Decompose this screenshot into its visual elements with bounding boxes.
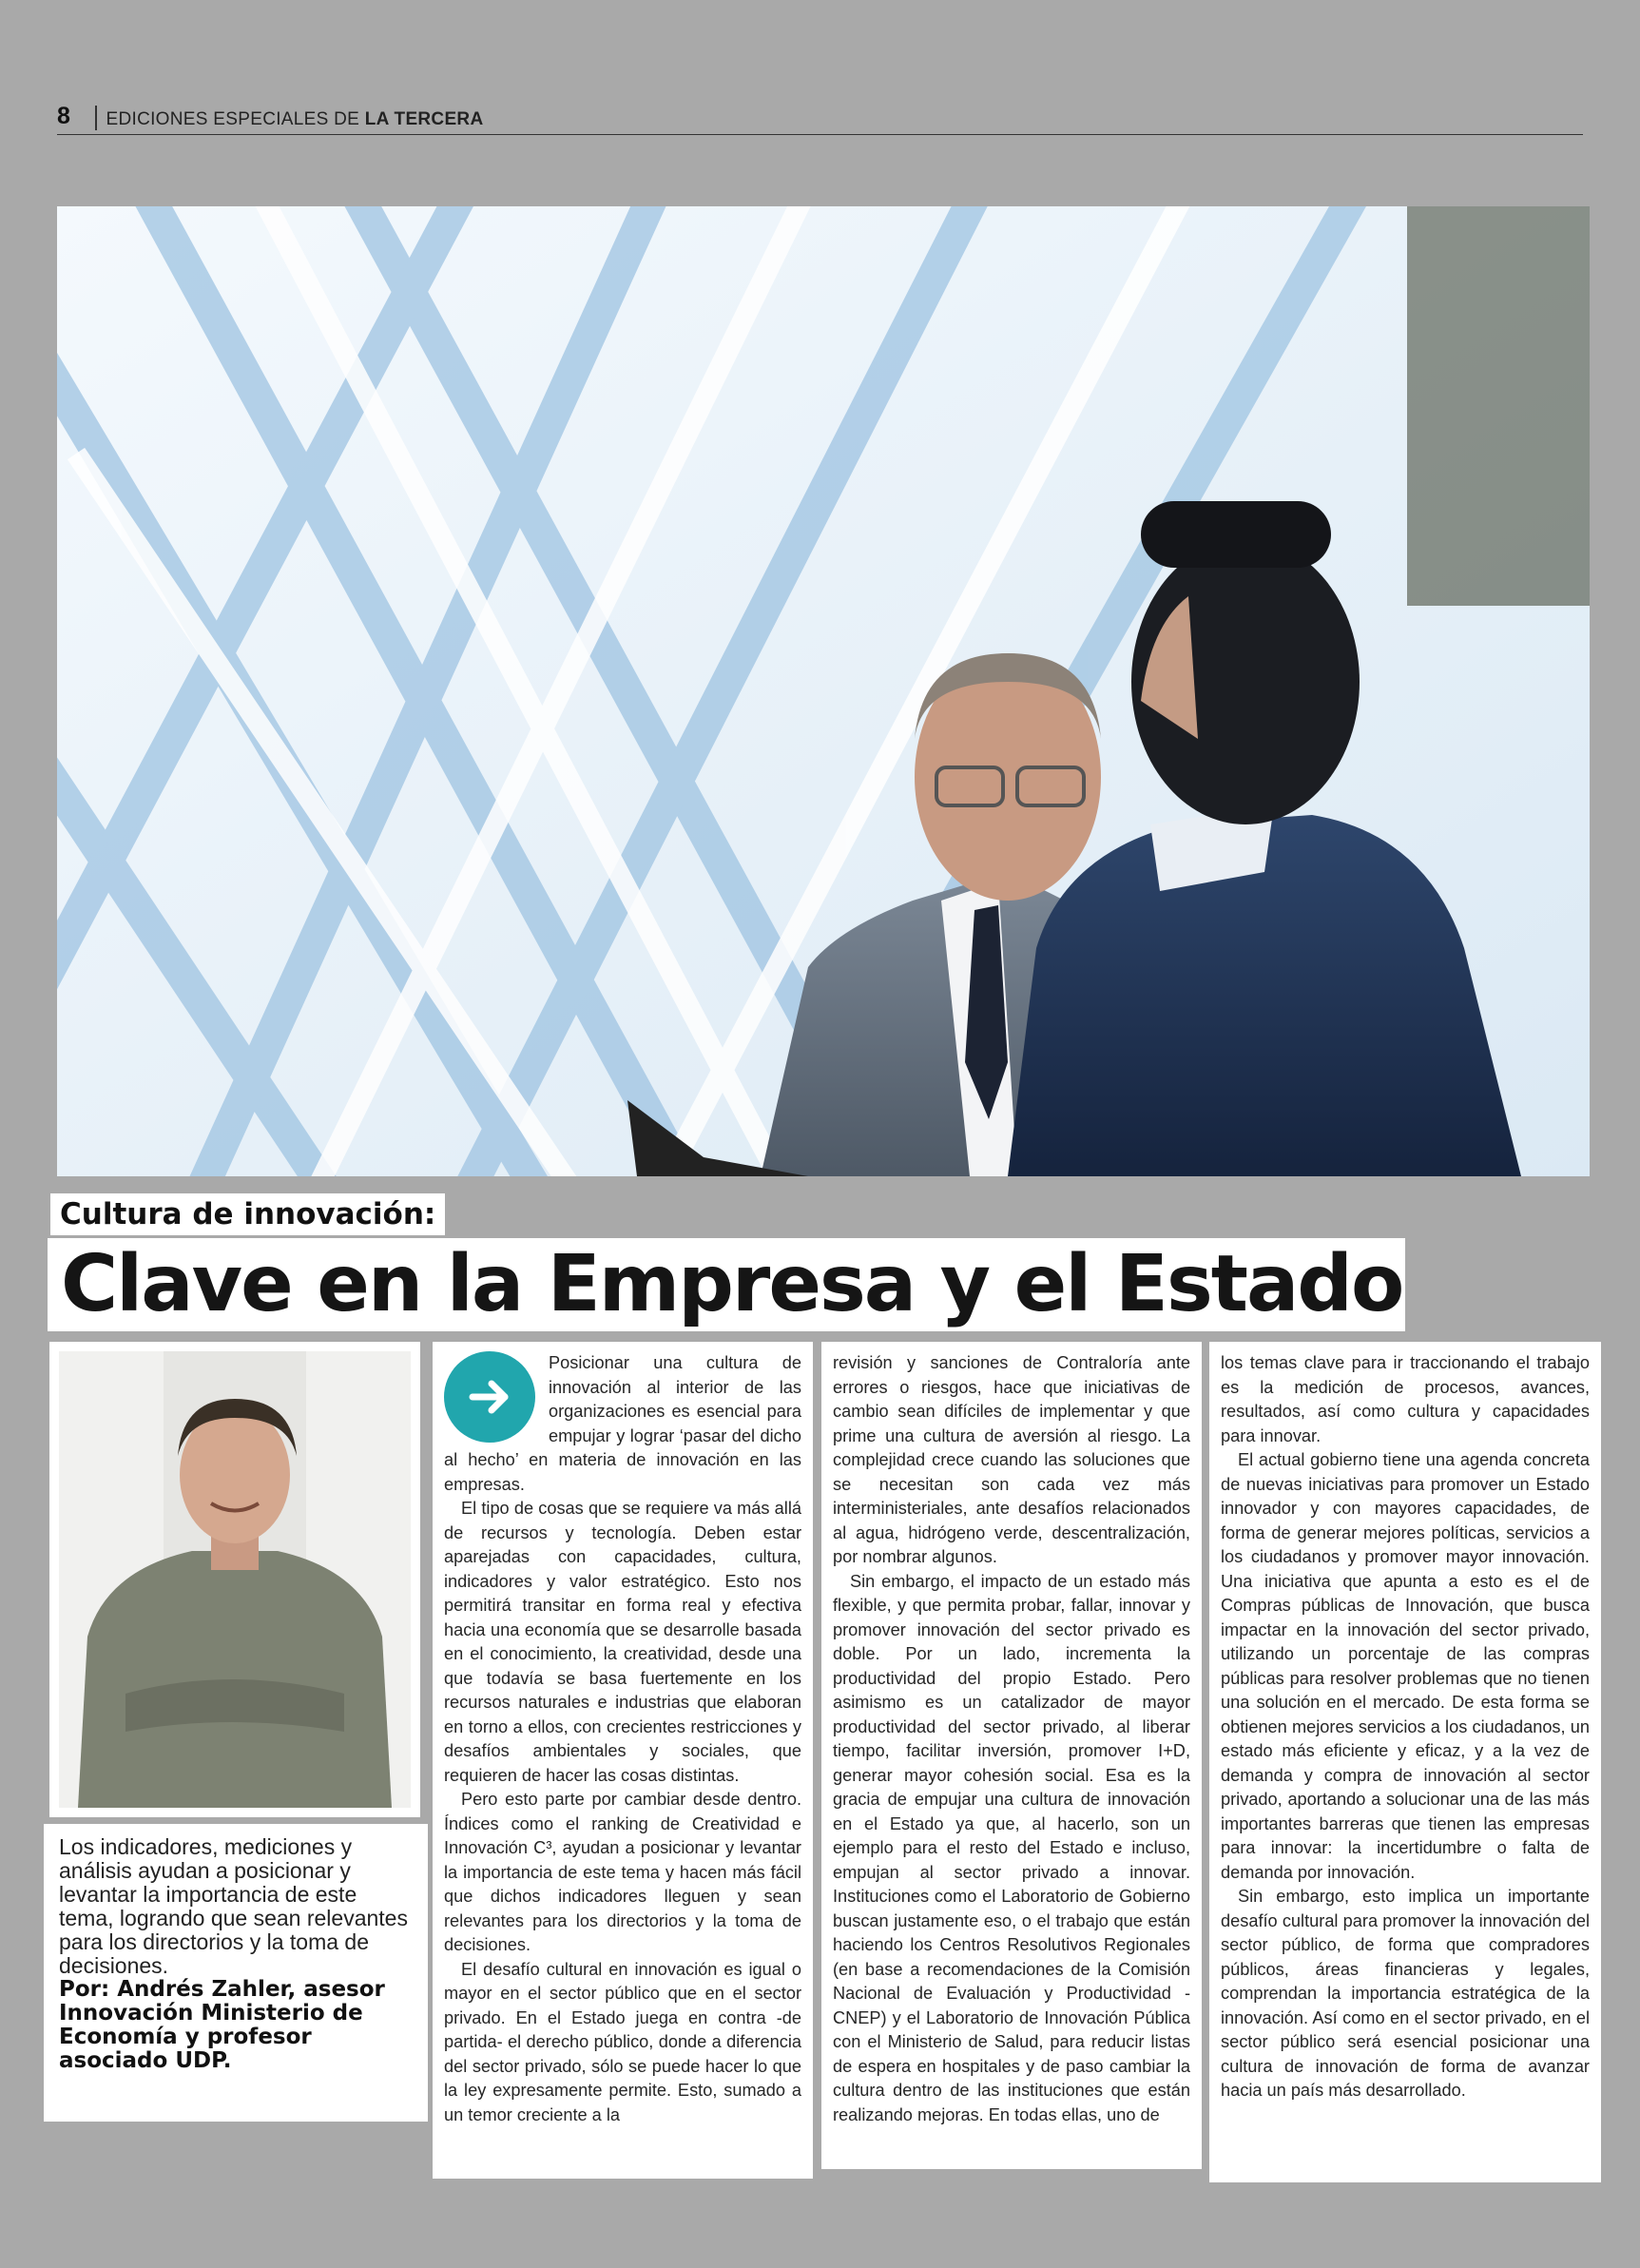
paragraph: Posicionar una cultura de innovación al interior de las organizaciones es esencial para empujar y lograr ‘pasar del dicho al hecho’ en materia de innovación en las empresas. <box>444 1353 801 1494</box>
author-credit: Por: Andrés Zahler, asesor Innovación Ministerio de Economía y profesor asociado UDP. <box>59 1977 385 2073</box>
hero-photo <box>57 206 1590 1176</box>
article-kicker: Cultura de innovación: <box>50 1193 445 1235</box>
page-number: 8 <box>57 103 70 129</box>
header-divider <box>95 106 97 130</box>
photo-caption-box <box>44 1824 428 2122</box>
paragraph: los temas clave para ir traccionando el trabajo es la medición de procesos, avances, resultados, así como cultura y capacidades para innovar. <box>1221 1353 1590 1445</box>
photo-caption: Los indicadores, mediciones y análisis ayudan a posicionar y levantar la importancia de este tema, logrando que sean relevantes para los directorios y la toma de decisiones. <box>59 1834 408 1978</box>
paragraph: El desafío cultural en innovación es igual o mayor en el sector público que en el sector privado. En el Estado juega en contra -de partida- el derecho público, donde a diferencia del sector privado, sólo se puede hacer lo que la ley expresamente permite. Esto, sumado a un temor creciente a la <box>444 1959 801 2124</box>
article-column-1 <box>433 1342 813 2179</box>
article-column-2 <box>821 1342 1202 2169</box>
page-header <box>57 105 1583 135</box>
publication-line <box>106 109 484 130</box>
paragraph: Pero esto parte por cambiar desde dentro. Índices como el ranking de Creatividad e Innovación C³, ayudan a posicionar y levantar la importancia de este tema y hacen más fácil que dichos indicadores lleguen y sean relevantes para los directorios y la toma de decisiones. <box>444 1790 801 1954</box>
paragraph: El actual gobierno tiene una agenda concreta de nuevas iniciativas para promover un Estado innovador y con mayores capacidades, de forma de generar mejores políticas, servicios a los ciudadanos y promover mayor innovación. Una iniciativa que apunta a esto es el de Compras públicas de Innovación, que busca impactar en la innovación del sector privado, utilizando un porcentaje de las compras públicas para resolver problemas que no tienen una solución en el mercado. De esta forma se obtienen mejores servicios a los ciudadanos, un estado más eficiente y eficaz, y a la vez de demanda y compra de innovación al sector privado, aportando a solucionar una de las más importantes barreras que tienen las empresas para innovar: la incertidumbre o falta de demanda por innovación. <box>1221 1450 1590 1882</box>
paragraph: Sin embargo, el impacto de un estado más flexible, y que permita probar, fallar, innovar y promover innovación del sector privado es doble. Por un lado, incrementa la productividad del propio Estado. Pero asimismo es un catalizador de mayor productividad del sector privado, al liberar tiempo, facilitar inversión, promover I+D, generar mayor cohesión social. Esa es la gracia de empujar una cultura de innovación en el Estado ya que, al hacerlo, son un ejemplo para el resto del Estado e incluso, empujan al sector privado a innovar. Instituciones como el Laboratorio de Gobierno buscan justamente eso, o el trabajo que están haciendo los Centros Resolutivos Regionales (en base a recomendaciones de la Comisión Nacional de Evaluación y Productividad - CNEP) y el Laboratorio de Innovación Pública con el Ministerio de Salud, para reducir listas de espera en hospitales y de paso cambiar la cultura dentro de las instituciones que están realizando mejoras. En todas ellas, uno de <box>833 1571 1190 2124</box>
paragraph: El tipo de cosas que se requiere va más allá de recursos y tecnología. Deben estar aparejadas con capacidades, cultura, indicadores y valor estratégico. Esto nos permitirá transitar en forma real y efectiva hacia una economía que se desarrolle basada en el conocimiento, la creatividad, desde una que todavía se basa fuertemente en los recursos naturales e industrias que elaboran en torno a ellos, con crecientes restricciones y desafíos ambientales y sociales, que requieren de hacer las cosas distintas. <box>444 1499 801 1785</box>
author-photo <box>49 1342 420 1817</box>
publication-prefix: EDICIONES ESPECIALES DE <box>106 109 365 129</box>
article-column-3 <box>1209 1342 1601 2182</box>
paragraph: revisión y sanciones de Contraloría ante errores o riesgos, hace que iniciativas de cambio sean difíciles de implementar y que prime una cultura de aversión al riesgo. La complejidad crece cuando las soluciones que se necesitan son cada vez más interministeriales, ante desafíos relacionados al agua, hidrógeno verde, descentralización, por nombrar algunos. <box>833 1353 1190 1566</box>
arrow-right-icon <box>444 1351 535 1443</box>
paragraph: Sin embargo, esto implica un importante desafío cultural para promover la innovación del sector público, de forma que compradores públicos, áreas financieras y legales, comprendan la importancia estratégica de la innovación. Así como en el sector privado, en el sector público será esencial posicionar una cultura de innovación de forma de avanzar hacia un país más desarrollado. <box>1221 1887 1590 2100</box>
publication-name: LA TERCERA <box>364 109 484 129</box>
article-headline: Clave en la Empresa y el Estado <box>48 1238 1405 1331</box>
